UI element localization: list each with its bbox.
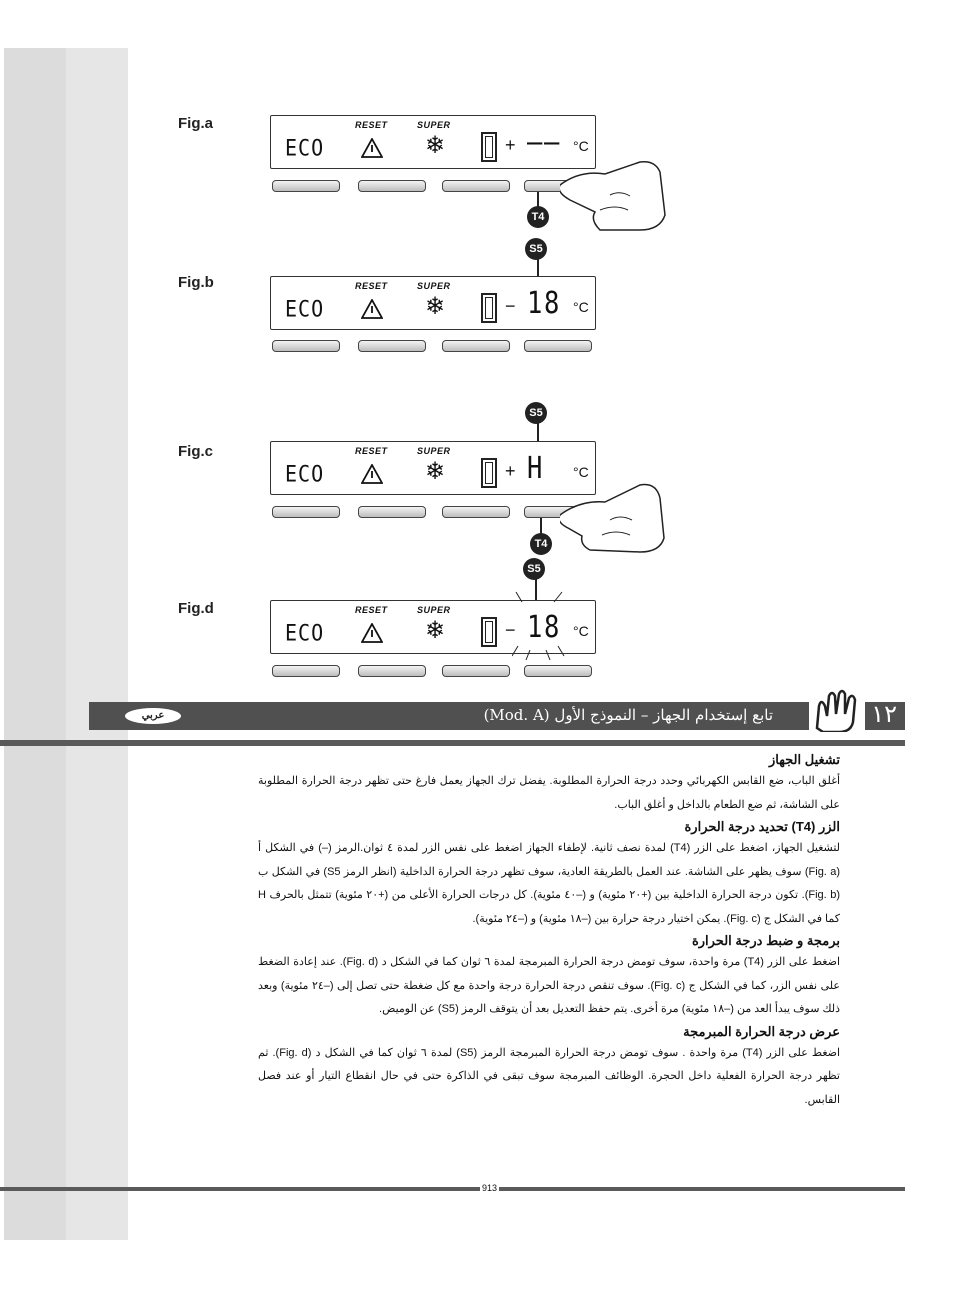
section-banner — [89, 702, 905, 730]
panel-button[interactable] — [358, 340, 426, 352]
warning-icon — [361, 138, 383, 158]
button-row-c — [272, 506, 594, 518]
section-body: أغلق الباب، ضع القابس الكهربائي وحدد درجة الحرارة المطلوبة. يفضل ترك الجهاز يعمل فارغ حتى تظهر درجة الحرارة المطلوبة على الشاشة، ثم ضع الطعام بالداخل و أغلق الباب. — [258, 775, 840, 811]
temp-unit: °C — [573, 138, 589, 154]
display-panel-b — [270, 276, 596, 330]
pressing-finger-icon — [560, 480, 670, 555]
hand-icon — [809, 688, 865, 732]
temp-readout: —— — [527, 125, 562, 160]
display-panel-a — [270, 115, 596, 169]
panel-button[interactable] — [358, 506, 426, 518]
super-label: SUPER — [417, 281, 451, 291]
header-rule — [0, 740, 905, 746]
button-row-b — [272, 340, 594, 352]
left-margin-band — [4, 48, 66, 1240]
bar-indicator — [481, 458, 497, 488]
language-badge: عربي — [125, 708, 181, 724]
section-heading: برمجة و ضبط درجة الحرارة — [691, 933, 840, 948]
panel-button[interactable] — [272, 180, 340, 192]
section-number: ١٢ — [871, 700, 897, 728]
panel-button[interactable] — [442, 665, 510, 677]
panel-button[interactable] — [358, 665, 426, 677]
reset-label: RESET — [355, 605, 388, 615]
bar-indicator — [481, 617, 497, 647]
snowflake-icon: ❄ — [425, 458, 446, 485]
section-body: اضغط على الزر (T4) مرة واحدة . سوف تومض درجة الحرارة المبرمجة الرمز (S5) لمدة ٦ ثوان كما في الشكل د (Fig. d). ثم تظهر درجة الحرارة الفعلية داخل الحجرة. الوظائف المبرمجة سوف تبقى في الذاكرة حتى في حال انقطاع التيار أو عند فصل القابس. — [258, 1046, 841, 1106]
panel-button[interactable] — [442, 180, 510, 192]
panel-button[interactable] — [272, 340, 340, 352]
t4-marker: T4 — [530, 533, 552, 555]
button-row-d — [272, 665, 594, 677]
temp-readout: H — [527, 451, 545, 486]
eco-indicator: ECO — [285, 295, 325, 323]
display-panel-c — [270, 441, 596, 495]
fig-a-label: Fig.a — [178, 115, 214, 132]
snowflake-icon: ❄ — [425, 293, 446, 320]
t4-marker: T4 — [527, 206, 549, 228]
panel-button[interactable] — [272, 665, 340, 677]
panel-button[interactable] — [358, 180, 426, 192]
pressing-finger-icon — [560, 160, 670, 235]
bar-indicator — [481, 293, 497, 323]
panel-button-t4[interactable] — [524, 340, 592, 352]
eco-indicator: ECO — [285, 619, 325, 647]
panel-button[interactable] — [272, 506, 340, 518]
instructions-text — [258, 750, 840, 1112]
warning-icon — [361, 299, 383, 319]
temp-unit: °C — [573, 299, 589, 315]
footer-rule — [0, 1187, 905, 1191]
temp-sign: + — [505, 135, 516, 155]
fig-d-label: Fig.d — [178, 600, 214, 617]
section-heading: تشغيل الجهاز — [768, 752, 840, 767]
snowflake-icon: ❄ — [425, 132, 446, 159]
snowflake-icon: ❄ — [425, 617, 446, 644]
blink-rays-icon — [512, 590, 566, 662]
eco-indicator: ECO — [285, 134, 325, 162]
s5-marker: S5 — [523, 558, 545, 580]
page-number: 913 — [482, 1183, 498, 1193]
temp-sign: − — [505, 620, 516, 640]
panel-button-t4[interactable] — [524, 665, 592, 677]
bar-indicator — [481, 132, 497, 162]
super-label: SUPER — [417, 120, 451, 130]
section-title: تابع إستخدام الجهاز – النموذج الأول (Mod. A) — [483, 706, 773, 724]
section-heading: الزر (T4) تحديد درجة الحرارة — [684, 819, 840, 834]
panel-button[interactable] — [442, 506, 510, 518]
temp-unit: °C — [573, 464, 589, 480]
warning-icon — [361, 464, 383, 484]
super-label: SUPER — [417, 446, 451, 456]
temp-readout: 18 — [527, 286, 562, 321]
s5-marker: S5 — [525, 402, 547, 424]
left-margin-band-inner — [66, 48, 128, 1240]
button-row-a — [272, 180, 594, 192]
section-body: لتشغيل الجهاز، اضغط على الزر (T4) لمدة نصف ثانية. لإطفاء الجهاز اضغط على نفس الزر لمدة ٤ ثوان.الرمز (–) في الشكل أ (Fig. a) سوف يظهر على الشاشة. عند العمل بالطريقة العادية، سوف تظهر درجة الحرارة الداخلية (انظر الرمز S5) في الشكل ب (Fig. b). تكون درجة الحرارة الداخلية بين (+٢٠ مئوية) و (–٤٠ مئوية). كل درجات الحرارة الأعلى من (+٢٠ مئوية) تتمثل بالحرف H كما في الشكل ج (Fig. c). يمكن اختيار درجة حرارة بين (–١٨ مئوية) و (–٢٤ مئوية). — [258, 842, 841, 925]
s5-marker: S5 — [525, 238, 547, 260]
section-body: اضغط على الزر (T4) مرة واحدة، سوف تومض درجة الحرارة المبرمجة لمدة ٦ ثوان كما في الشكل د (Fig. d). عند إعادة الضغط على نفس الزر، كما في الشكل ج (Fig. c). سوف تنقص درجة الحرارة درجة واحدة مع كل ضغطة حتى تصل إلى (–٢٤ مئوية) وبعد ذلك سوف يبدأ العد من (–١٨ مئوية) مرة أخرى. يتم حفظ التعديل بعد أن يتوقف الرمز (S5) عن الوميض. — [258, 956, 840, 1015]
temp-unit: °C — [573, 623, 589, 639]
temp-readout: 18 — [527, 610, 562, 645]
reset-label: RESET — [355, 446, 388, 456]
eco-indicator: ECO — [285, 460, 325, 488]
temp-sign: + — [505, 461, 516, 481]
super-label: SUPER — [417, 605, 451, 615]
panel-button[interactable] — [442, 340, 510, 352]
fig-b-label: Fig.b — [178, 274, 214, 291]
fig-c-label: Fig.c — [178, 443, 214, 460]
section-heading: عرض درجة الحرارة المبرمجة — [683, 1023, 840, 1039]
reset-label: RESET — [355, 120, 388, 130]
reset-label: RESET — [355, 281, 388, 291]
warning-icon — [361, 623, 383, 643]
temp-sign: − — [505, 296, 516, 316]
